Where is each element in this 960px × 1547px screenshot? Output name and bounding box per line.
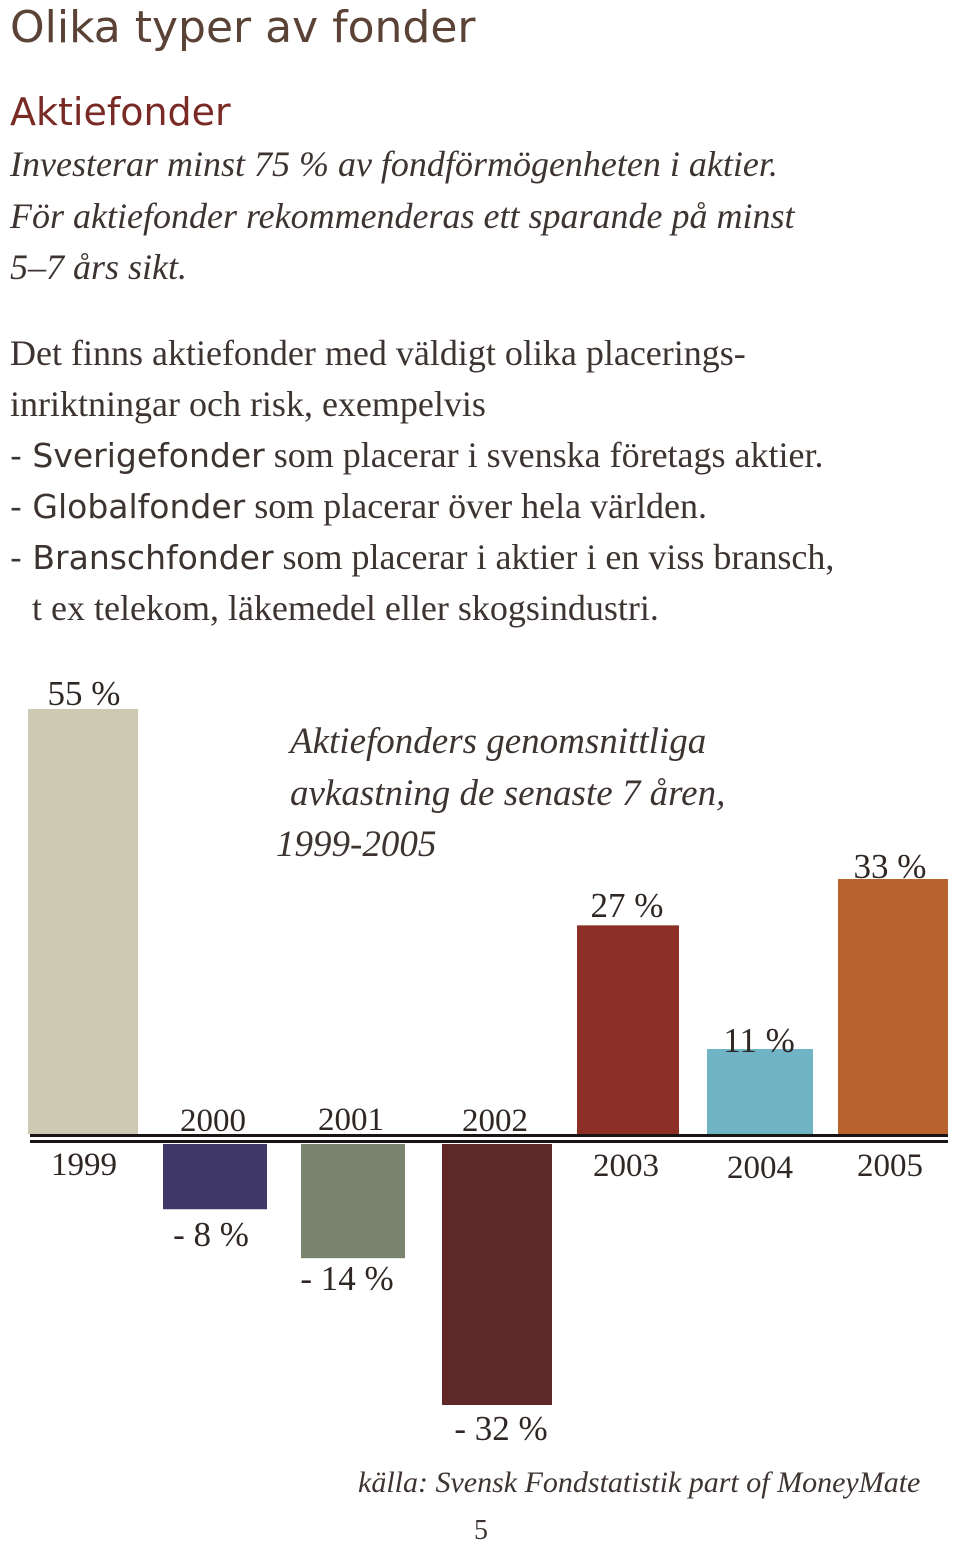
bullet-lead: - Branschfonder	[10, 538, 274, 577]
bar-2001	[301, 1144, 405, 1258]
category-label: 2004	[727, 1150, 793, 1186]
bar-2005	[838, 879, 948, 1134]
bar-1999	[28, 709, 138, 1134]
bullet-text: som placerar över hela världen.	[245, 486, 707, 526]
value-label: 33 %	[853, 847, 927, 886]
category-label: 2000	[180, 1103, 246, 1139]
category-label: 2001	[318, 1102, 384, 1138]
section-heading: Aktiefonder	[10, 90, 231, 134]
value-label: 27 %	[590, 886, 664, 925]
bar-2000	[163, 1144, 267, 1209]
page-number: 5	[474, 1515, 488, 1546]
axis-line	[30, 1140, 948, 1143]
value-label: - 8 %	[173, 1215, 249, 1254]
bullet-lead: - Globalfonder	[10, 487, 246, 526]
intro-line: För aktiefonder rekommenderas ett sparande på minst	[10, 196, 795, 236]
body-line: inriktningar och risk, exempelvis	[10, 384, 486, 424]
intro-line: 5–7 års sikt.	[10, 247, 188, 287]
bullet-continuation: t ex telekom, läkemedel eller skogsindustri.	[32, 588, 659, 628]
body-line: Det finns aktiefonder med väldigt olika placerings-	[10, 333, 746, 373]
category-label: 2002	[462, 1103, 528, 1139]
bar-2003	[577, 925, 679, 1134]
source-note: källa: Svensk Fondstatistik part of MoneyMate	[358, 1466, 921, 1499]
bullet-text: som placerar i svenska företags aktier.	[264, 435, 824, 475]
bar-2002	[442, 1144, 552, 1405]
chart-title-line: 1999-2005	[276, 824, 437, 865]
bullet-lead: - Sverigefonder	[10, 436, 265, 475]
intro-line: Investerar minst 75 % av fondförmögenheten i aktier.	[10, 144, 778, 184]
value-label: - 14 %	[300, 1259, 394, 1298]
page-title: Olika typer av fonder	[10, 2, 476, 53]
category-label: 2003	[593, 1148, 659, 1184]
category-label: 1999	[51, 1147, 117, 1183]
bullet-text: som placerar i aktier i en viss bransch,	[273, 537, 835, 577]
chart-title-line: avkastning de senaste 7 åren,	[290, 773, 726, 814]
chart-title-line: Aktiefonders genomsnittliga	[290, 721, 707, 762]
category-label: 2005	[857, 1148, 923, 1184]
value-label: 11 %	[723, 1021, 795, 1060]
bar-2004	[707, 1049, 813, 1134]
value-label: 55 %	[47, 674, 121, 713]
value-label: - 32 %	[454, 1409, 548, 1448]
